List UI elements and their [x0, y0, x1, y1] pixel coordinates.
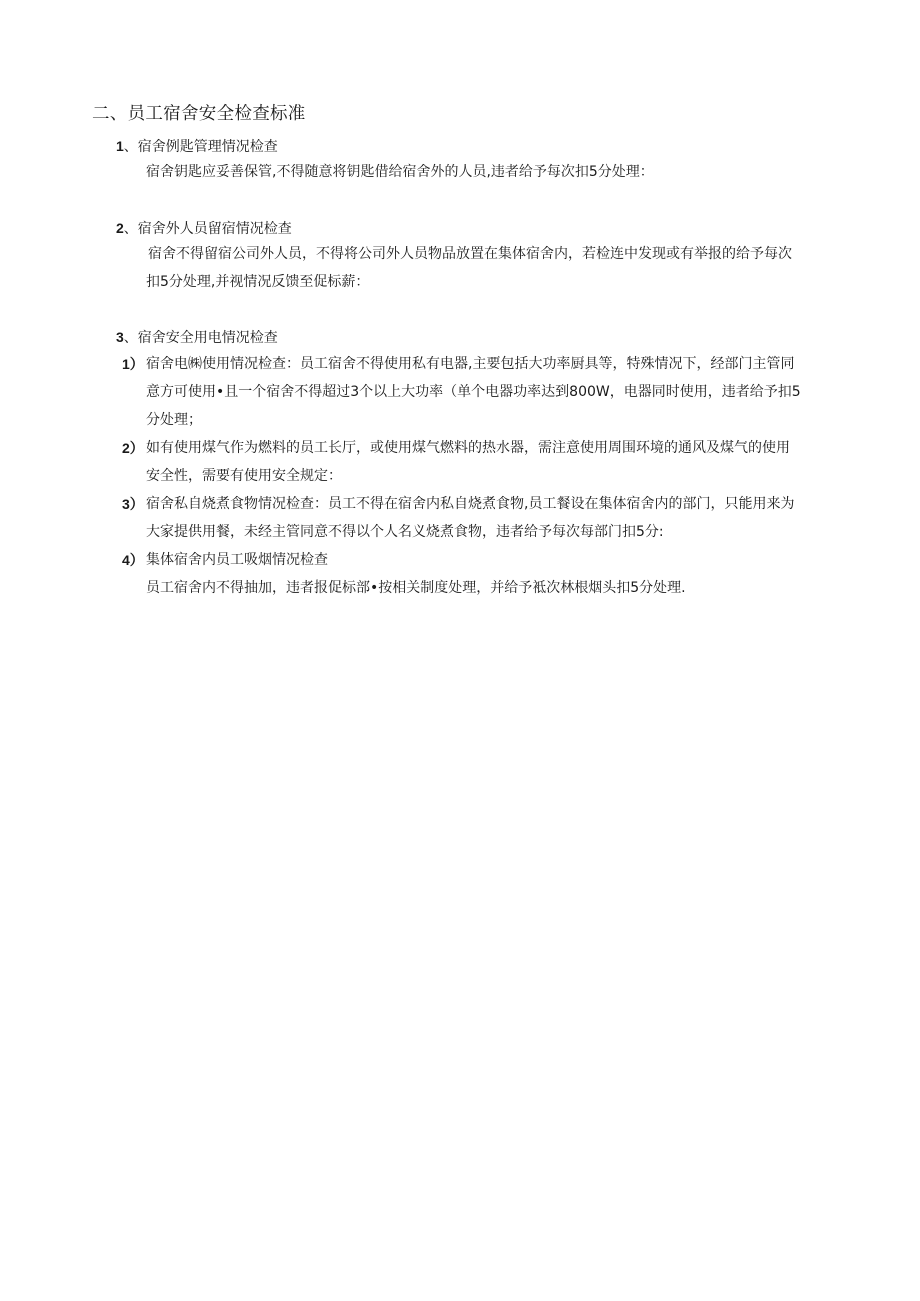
list-item-4-line-1: 集体宿舍内员工吸烟情况检查 — [146, 552, 328, 568]
list-item-3-line-2: 大家提供用餐，未经主管同意不得以个人名义烧煮食物，违者给予每次每部门扣5分: — [146, 524, 664, 540]
list-item-3-marker: 3） — [122, 496, 144, 512]
subsection-2-title: 、宿舍外人员留宿情况检查 — [123, 221, 292, 237]
list-item-2-line-1: 如有使用煤气作为燃料的员工长厅，或使用煤气燃料的热水器，需注意使用周围环境的通风及煤气的使用 — [146, 440, 790, 456]
subsection-2-heading — [116, 218, 292, 238]
subsection-1-number: 1 — [116, 138, 124, 154]
list-item-3-line-1: 宿舍私自烧煮食物情况检查：员工不得在宿舍内私自烧煮食物,员工餐设在集体宿舍内的部门，只能用来为 — [146, 496, 795, 512]
list-item-1-line-2: 意方可使用•且一个宿舍不得超过3个以上大功率（单个电器功率达到800W，电器同时使用，违者给予扣5 — [146, 384, 801, 400]
subsection-1-title: 、宿舍例匙管理情况检查 — [123, 139, 278, 155]
list-item-4-marker: 4） — [122, 552, 144, 568]
list-item-1-line-3: 分处理； — [146, 412, 202, 428]
list-item-4-body — [146, 546, 858, 602]
subsection-1-line-1: 宿舍钥匙应妥善保管,不得随意将钥匙借给宿舍外的人员,违者给予每次扣5分处理： — [146, 164, 654, 180]
list-item-3-body — [146, 490, 858, 546]
list-item-1-body — [146, 350, 858, 434]
list-item-1-marker: 1） — [122, 356, 144, 372]
subsection-2-line-2: 扣5分处理,并视情况反馈至促标薪： — [146, 274, 370, 290]
subsection-3-heading — [116, 327, 278, 347]
subsection-2-line-1: 宿舍不得留宿公司外人员，不得将公司外人员物品放置在集体宿舍内，若检连中发现或有举报的给予每次 — [148, 246, 792, 262]
subsection-3-number: 3 — [116, 329, 124, 345]
list-item-2-marker: 2） — [122, 440, 144, 456]
list-item-2-line-2: 安全性，需要有使用安全规定： — [146, 468, 342, 484]
list-item-1-line-1: 宿舍电㈱使用情况检查：员工宿舍不得使用私有电器,主要包括大功率厨具等，特殊情况下，经部门主管同 — [146, 356, 795, 372]
section-title: 二、员工宿舍安全检查标准 — [92, 104, 306, 124]
subsection-3-title: 、宿舍安全用电情况检查 — [123, 330, 278, 346]
list-item-4-line-2: 员工宿舍内不得抽加，违者报促标部•按相关制度处理，并给予袛次林根烟头扣5分处理. — [146, 580, 686, 596]
subsection-1-heading — [116, 136, 278, 156]
subsection-2-number: 2 — [116, 220, 124, 236]
subsection-2-paragraph — [146, 240, 792, 296]
list-item-2-body — [146, 434, 858, 490]
subsection-1-paragraph — [146, 158, 654, 186]
